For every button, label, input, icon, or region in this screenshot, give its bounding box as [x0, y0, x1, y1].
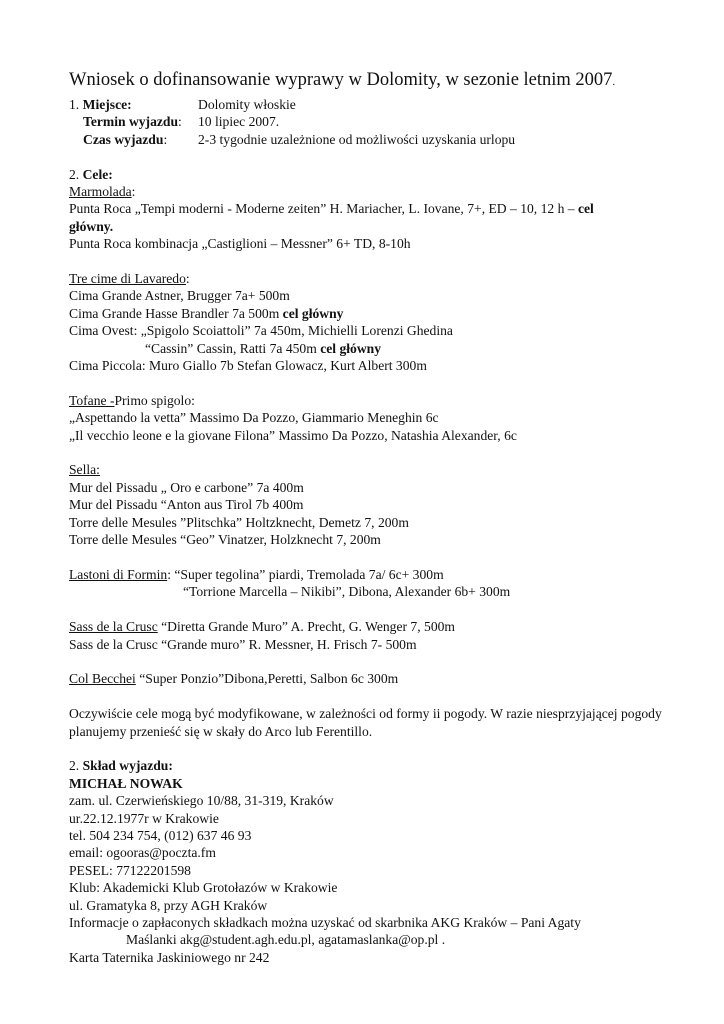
section3-heading — [69, 757, 689, 774]
czas-value: 2-3 tygodnie uzależnione od możliwości uzyskania urlopu — [198, 131, 516, 147]
spacer — [69, 444, 689, 461]
termin-colon: : — [178, 114, 182, 130]
sella-line-4: Torre delle Mesules “Geo” Vinatzer, Holzknecht 7, 200m — [69, 532, 381, 548]
person-club: Klub: Akademicki Klub Grotołazów w Krakowie — [69, 880, 338, 896]
spacer — [69, 740, 689, 757]
lavaredo-line-4-text: “Cassin” Cassin, Ratti 7a 450m — [145, 340, 321, 356]
sella-line-3: Torre delle Mesules ”Plitschka” Holtzknecht, Demetz 7, 200m — [69, 514, 409, 530]
lavaredo-line-2 — [69, 305, 689, 322]
person-born: ur.22.12.1977r w Krakowie — [69, 810, 219, 826]
spacer — [69, 253, 689, 270]
lavaredo-colon: : — [185, 271, 190, 287]
tofane-line-1: „Aspettando la vetta” Massimo Da Pozzo, Giammario Meneghin 6c — [69, 410, 439, 426]
meta-row-termin — [69, 113, 689, 130]
section2-heading — [69, 166, 689, 183]
col-becchei-name: Col Becchei — [69, 671, 136, 687]
lavaredo-line-1: Cima Grande Astner, Brugger 7a+ 500m — [69, 288, 290, 304]
marmolada-line-1-text: Punta Roca „Tempi moderni - Moderne zeiten” H. Mariacher, L. Iovane, 7+, ED – 10, 12 h – — [69, 201, 578, 217]
lastoni-line-1 — [69, 566, 689, 583]
document-page — [69, 68, 689, 966]
lavaredo-heading — [69, 270, 689, 287]
sella-line-1: Mur del Pissadu „ Oro e carbone” 7a 400m — [69, 479, 304, 495]
marmolada-line-2 — [69, 218, 689, 235]
col-becchei-line — [69, 670, 689, 687]
person-info-1: Informacje o zapłaconych składkach można uzyskać od skarbnika AKG Kraków – Pani Agaty — [69, 914, 581, 930]
note-paragraph: Oczywiście cele mogą być modyfikowane, w zależności od formy ii pogody. W razie niesprzyjającej pogody planujemy przenieść się w skały do Arco lub Ferentillo. — [69, 706, 662, 739]
spacer — [69, 601, 689, 618]
lavaredo-name: Tre cime di Lavaredo — [69, 271, 186, 287]
spacer — [69, 653, 689, 670]
lavaredo-line-4 — [69, 340, 689, 357]
tofane-heading — [69, 392, 689, 409]
lastoni-line-1-rest: : “Super tegolina” piardi, Tremolada 7a/ 6c+ 300m — [167, 566, 444, 582]
document-title-text: Wniosek o dofinansowanie wyprawy w Dolomity, w sezonie letnim 2007 — [69, 70, 613, 90]
miejsce-value: Dolomity włoskie — [198, 97, 296, 112]
marmolada-line-3: Punta Roca kombinacja „Castiglioni – Messner” 6+ TD, 8-10h — [69, 236, 411, 252]
marmolada-line-1 — [69, 200, 689, 217]
marmolada-line-2-bold: główny. — [69, 218, 114, 234]
section1-number: 1. — [69, 97, 80, 112]
section2-label: Cele: — [82, 166, 113, 182]
lastoni-line-2: “Torrione Marcella – Nikibi”, Dibona, Alexander 6b+ 300m — [183, 584, 511, 600]
marmolada-heading — [69, 183, 689, 200]
spacer — [69, 688, 689, 705]
tofane-rest: Primo spigolo: — [114, 392, 195, 408]
tofane-name: Tofane - — [69, 392, 115, 408]
col-becchei-rest: “Super Ponzio”Dibona,Peretti, Salbon 6c 300m — [135, 671, 399, 687]
termin-value: 10 lipiec 2007. — [198, 114, 280, 130]
marmolada-line-1-bold: cel — [577, 201, 594, 217]
person-club-address: ul. Gramatyka 8, przy AGH Kraków — [69, 897, 268, 913]
meta-label-czas — [69, 131, 198, 148]
czas-colon: : — [163, 131, 168, 147]
lavaredo-line-4-bold: cel główny — [320, 340, 381, 356]
spacer — [69, 148, 689, 165]
tofane-line-2: „Il vecchio leone e la giovane Filona” Massimo Da Pozzo, Natashia Alexander, 6c — [69, 427, 517, 443]
section3-label: Skład wyjazdu: — [82, 758, 173, 774]
person-info-2: Maślanki akg@student.agh.edu.pl, agatamaslanka@op.pl . — [126, 932, 446, 948]
person-name-text: MICHAŁ NOWAK — [69, 775, 183, 791]
sass-line-1-rest: “Diretta Grande Muro” A. Precht, G. Wenger 7, 500m — [157, 619, 455, 635]
section3-number: 2. — [69, 758, 80, 774]
lastoni-name: Lastoni di Formin — [69, 566, 168, 582]
marmolada-colon: : — [131, 184, 136, 200]
czas-label: Czas wyjazdu — [83, 131, 164, 147]
meta-row-czas — [69, 131, 689, 148]
person-pesel: PESEL: 77122201598 — [69, 862, 191, 878]
person-tel: tel. 504 234 754, (012) 637 46 93 — [69, 827, 252, 843]
sass-line-1 — [69, 618, 689, 635]
lavaredo-line-2-bold: cel główny — [282, 305, 344, 321]
sass-line-2: Sass de la Crusc “Grande muro” R. Messner, H. Frisch 7- 500m — [69, 636, 417, 652]
person-address: zam. ul. Czerwieńskiego 10/88, 31-319, Kraków — [69, 793, 334, 809]
person-name — [69, 775, 689, 792]
section2-number: 2. — [69, 166, 80, 182]
meta-row-miejsce — [69, 96, 689, 113]
spacer — [69, 549, 689, 566]
lavaredo-line-3: Cima Ovest: „Spigolo Scoiattoli” 7a 450m, Michielli Lorenzi Ghedina — [69, 323, 453, 339]
miejsce-label: Miejsce: — [82, 97, 132, 112]
person-email: email: ogooras@poczta.fm — [69, 845, 216, 861]
meta-label-miejsce — [69, 96, 198, 113]
sella-line-2: Mur del Pissadu “Anton aus Tirol 7b 400m — [69, 497, 304, 513]
termin-label: Termin wyjazdu — [83, 114, 179, 130]
person-karta: Karta Taternika Jaskiniowego nr 242 — [69, 949, 270, 965]
sass-name: Sass de la Crusc — [69, 619, 158, 635]
meta-label-termin — [69, 113, 198, 130]
lavaredo-line-5: Cima Piccola: Muro Giallo 7b Stefan Glowacz, Kurt Albert 300m — [69, 358, 427, 374]
marmolada-name: Marmolada — [69, 184, 132, 200]
sella-heading: Sella: — [69, 462, 100, 478]
spacer — [69, 374, 689, 391]
document-title — [69, 68, 689, 94]
document-title-dot: . — [612, 76, 616, 88]
lavaredo-line-2-text: Cima Grande Hasse Brandler 7a 500m — [69, 305, 283, 321]
